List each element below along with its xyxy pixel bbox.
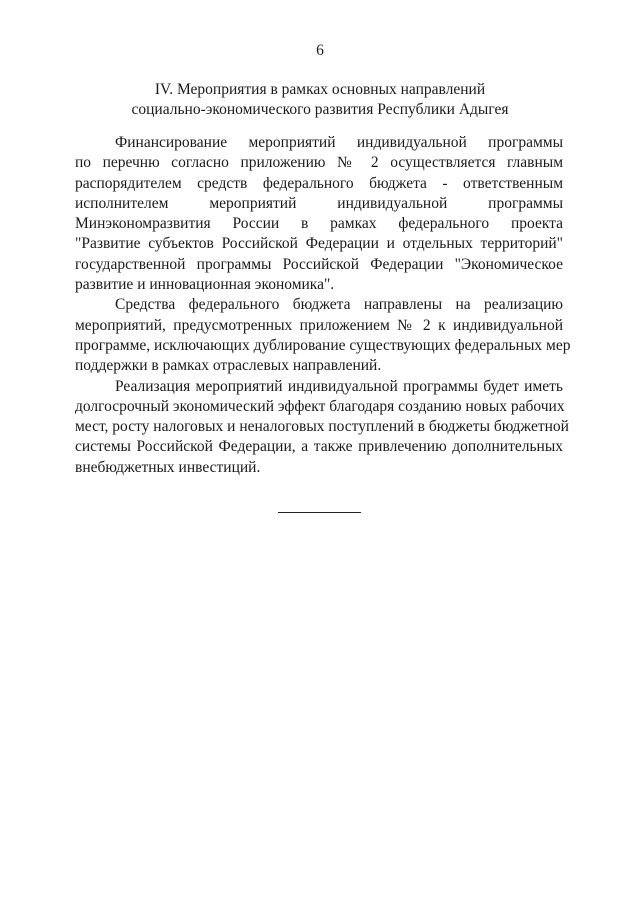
text-line: исполнителем мероприятий индивидуальной программы — [75, 194, 563, 212]
paragraph-financing — [75, 133, 563, 295]
text-line: мероприятий, предусмотренных приложением № 2 к индивидуальной — [75, 316, 563, 334]
text-line: системы Российской Федерации, а также привлечению дополнительных — [75, 438, 563, 456]
text-line: Реализация мероприятий индивидуальной программы будет иметь — [115, 377, 563, 395]
text-line: Минэкономразвития России в рамках федерального проекта — [75, 215, 563, 233]
text-line: программе, исключающих дублирование существующих федеральных мер — [75, 336, 571, 354]
body-text — [75, 133, 571, 478]
end-of-text-rule — [278, 512, 361, 513]
text-line: Средства федерального бюджета направлены на реализацию — [115, 296, 563, 314]
text-line: по перечню согласно приложению № 2 осуществляется главным — [75, 154, 563, 172]
page-number: 6 — [316, 42, 324, 59]
text-line: "Развитие субъектов Российской Федерации и отдельных территорий" — [75, 235, 563, 253]
text-line: мест, росту налоговых и неналоговых поступлений в бюджеты бюджетной — [75, 418, 569, 436]
text-line: распорядителем средств федерального бюджета - ответственным — [75, 174, 563, 192]
text-line: долгосрочный экономический эффект благодаря созданию новых рабочих — [75, 397, 565, 415]
text-line: поддержки в рамках отраслевых направлений. — [75, 357, 382, 375]
section-heading-line: IV. Мероприятия в рамках основных направлений — [154, 81, 486, 98]
text-line: государственной программы Российской Федерации "Экономическое — [75, 255, 563, 273]
text-line: внебюджетных инвестиций. — [75, 458, 261, 476]
section-heading-line: социально-экономического развития Республики Адыгея — [131, 101, 509, 118]
paragraph-economic-effect — [75, 377, 569, 478]
text-line: развитие и инновационная экономика". — [75, 276, 335, 294]
section-heading — [70, 80, 570, 120]
paragraph-federal-funds — [75, 295, 571, 376]
text-line: Финансирование мероприятий индивидуальной программы — [115, 134, 563, 151]
